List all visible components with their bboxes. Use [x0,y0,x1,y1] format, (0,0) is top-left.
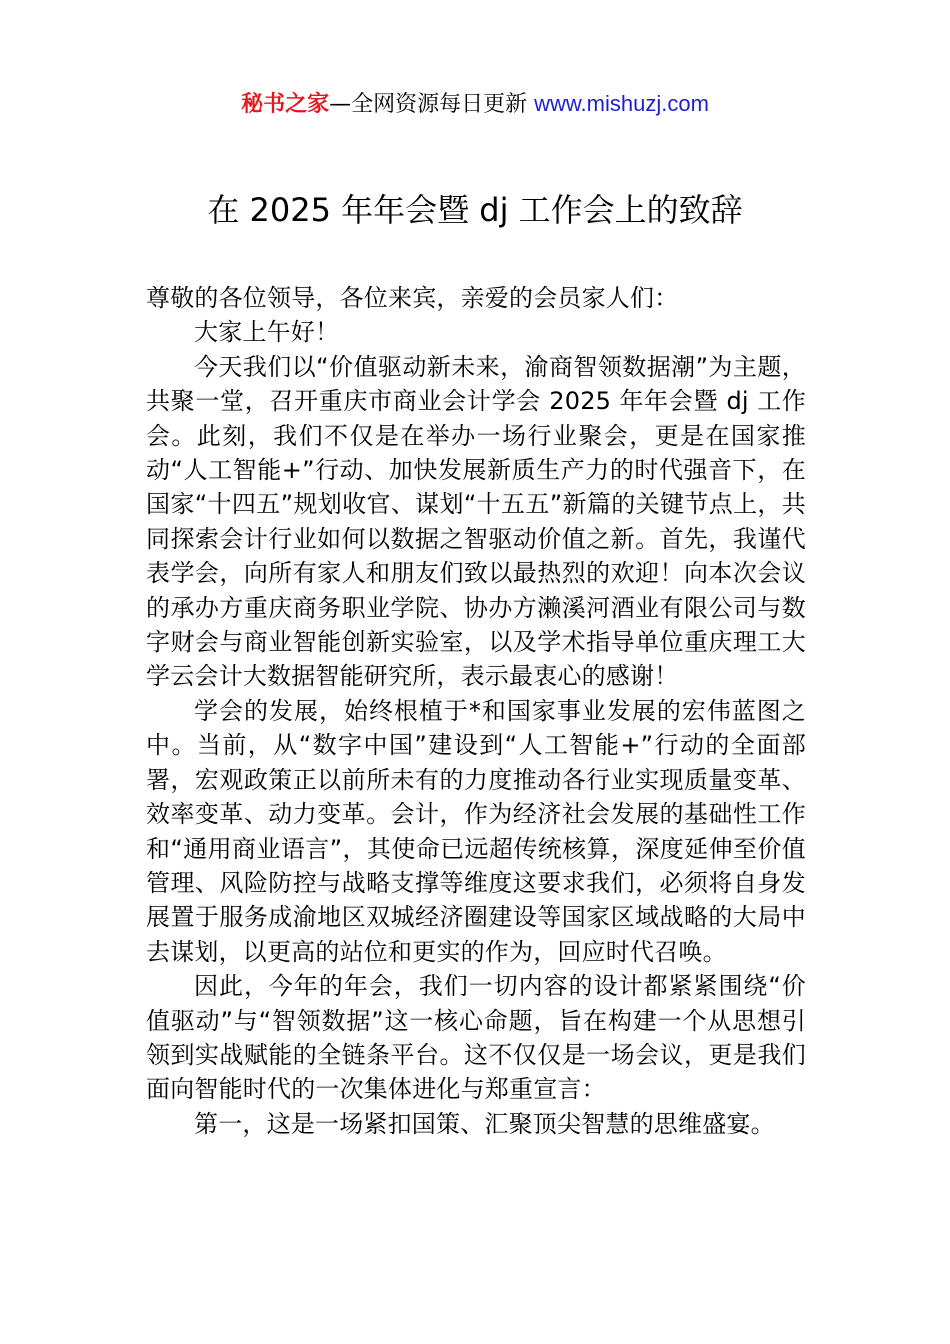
body-paragraph: 第一，这是一场紧扣国策、汇聚顶尖智慧的思维盛宴。 [194,1109,775,1138]
document-title: 在 2025 年年会暨 dj 工作会上的致辞 [207,191,743,229]
body-paragraph: 因此，今年的年会，我们一切内容的设计都紧紧围绕“价值驱动”与“智领数据”这一核心命题，旨在构建一个从思想引领到实战赋能的全链条平台。这不仅仅是一场会议，更是我们面向智能时代的一次集体进化与郑重宣言： [146,972,806,1104]
site-header [0,88,950,121]
site-tagline: —全网资源每日更新 [329,92,535,117]
greeting-paragraph: 大家上午好！ [194,318,340,347]
salutation-paragraph: 尊敬的各位领导，各位来宾，亲爱的会员家人们： [146,284,679,312]
body-paragraph: 学会的发展，始终根植于*和国家事业发展的宏伟蓝图之中。当前，从“数字中国”建设到“人工智能+”行动的全面部署，宏观政策正以前所未有的力度推动各行业实现质量变革、效率变革、动力变革。会计，作为经济社会发展的基础性工作和“通用商业语言”，其使命已远超传统核算，深度延伸至价值管理、风险防控与战略支撑等维度这要求我们，必须将自身发展置于服务成渝地区双城经济圈建设等国家区域战略的大局中去谋划，以更高的站位和更实的作为，回应时代召唤。 [146,696,806,966]
document-body [146,281,806,1141]
site-url-link[interactable]: www.mishuzj.com [534,91,709,116]
site-brand[interactable]: 秘书之家 [241,92,330,117]
body-paragraph: 今天我们以“价值驱动新未来，渝商智领数据潮”为主题，共聚一堂，召开重庆市商业会计学会 2025 年年会暨 dj 工作会。此刻，我们不仅是在举办一场行业聚会，更是在国家推动“人工智能+”行动、加快发展新质生产力的时代强音下，在国家“十四五”规划收官、谋划“十五五”新篇的关键节点上，共同探索会计行业如何以数据之智驱动价值之新。首先，我谨代表学会，向所有家人和朋友们致以最热烈的欢迎！向本次会议的承办方重庆商务职业学院、协办方濑溪河酒业有限公司与数字财会与商业智能创新实验室，以及学术指导单位重庆理工大学云会计大数据智能研究所，表示最衷心的感谢！ [146,352,806,691]
